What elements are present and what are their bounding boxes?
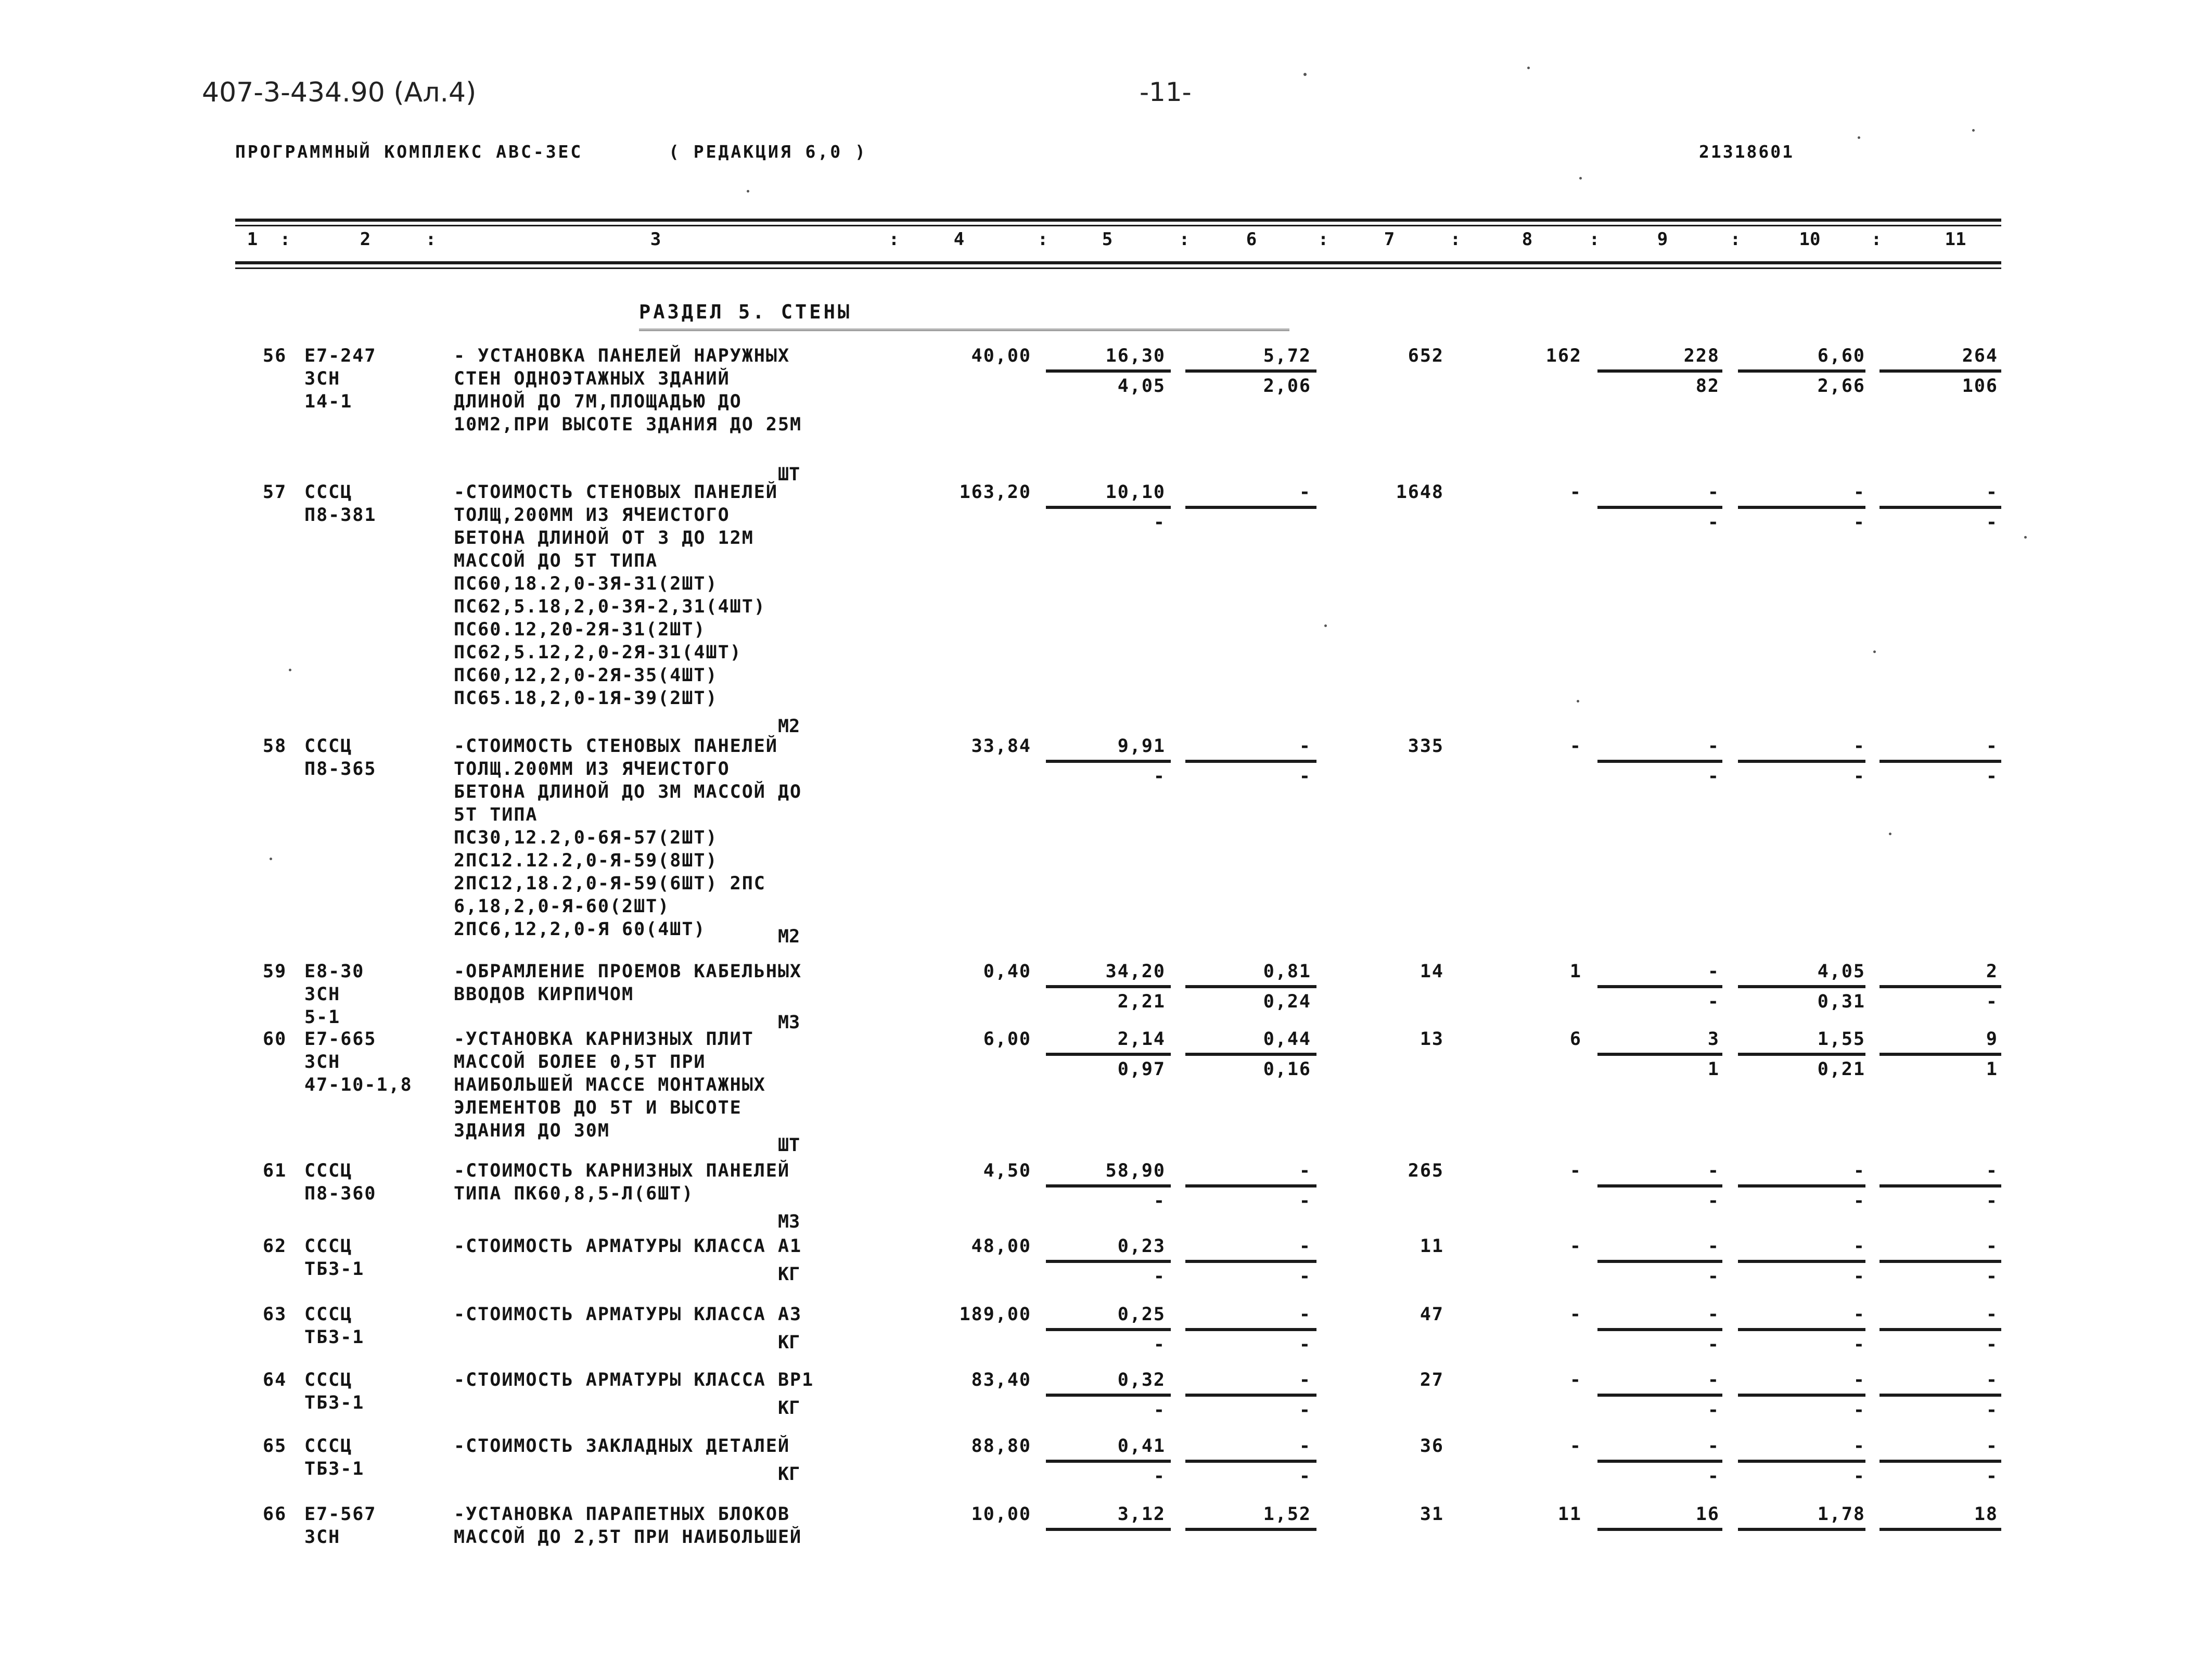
value-underline — [1597, 1260, 1722, 1263]
document-id: 21318601 — [1699, 142, 1794, 162]
value-col-6: - — [1299, 1236, 1311, 1257]
value-col-10-wage: - — [1853, 1400, 1865, 1421]
column-separator: : — [1730, 229, 1741, 250]
value-col-7: 335 — [1408, 736, 1444, 757]
scan-speck — [1324, 624, 1327, 627]
value-underline — [1879, 1184, 2001, 1187]
value-underline — [1738, 506, 1865, 509]
value-col-11: 264 — [1962, 346, 1998, 366]
column-number: 7 — [1384, 229, 1395, 250]
value-col-4: 10,00 — [971, 1504, 1031, 1525]
value-col-6: - — [1299, 1436, 1311, 1457]
column-number: 2 — [360, 229, 371, 250]
value-col-4: 48,00 — [971, 1236, 1031, 1257]
value-col-6: 0,81 — [1263, 961, 1311, 982]
value-col-9-wage: - — [1707, 1466, 1720, 1487]
value-col-9: - — [1707, 961, 1720, 982]
value-col-8: - — [1569, 1436, 1582, 1457]
value-col-6: - — [1299, 1370, 1311, 1390]
value-underline — [1046, 1528, 1171, 1531]
entry-code: Е7-247 ЗСН 14-1 — [304, 346, 377, 412]
column-separator: : — [1871, 229, 1882, 250]
entry-description: - УСТАНОВКА ПАНЕЛЕЙ НАРУЖНЫХ СТЕН ОДНОЭТАЖНЫХ ЗДАНИЙ ДЛИНОЙ ДО 7М,ПЛОЩАДЬЮ ДО 10М2,ПРИ ВЫСОТЕ ЗДАНИЯ ДО 25М — [454, 346, 802, 435]
value-underline — [1046, 760, 1171, 763]
value-underline — [1046, 1260, 1171, 1263]
value-col-5: 0,25 — [1117, 1304, 1166, 1325]
entry-unit: КГ — [778, 1464, 800, 1485]
column-number: 9 — [1657, 229, 1668, 250]
value-col-10-wage: - — [1853, 1191, 1865, 1211]
header-rule-bottom — [235, 261, 2001, 264]
value-col-6-wage: - — [1299, 1334, 1311, 1355]
entry-code: СССЦ П8-360 — [304, 1160, 377, 1204]
value-col-5: 10,10 — [1105, 482, 1166, 503]
scan-speck — [747, 190, 749, 193]
scan-speck — [270, 858, 272, 860]
value-underline — [1738, 1184, 1865, 1187]
entry-unit: М3 — [778, 1012, 800, 1033]
value-col-9: 3 — [1707, 1029, 1720, 1050]
value-col-8: - — [1569, 1236, 1582, 1257]
value-underline — [1597, 1394, 1722, 1397]
column-number: 8 — [1521, 229, 1533, 250]
entry-code: Е8-30 ЗСН 5-1 — [304, 961, 365, 1028]
value-underline — [1046, 506, 1171, 509]
scan-speck — [1889, 833, 1891, 835]
entry-number: 62 — [263, 1236, 287, 1257]
value-col-6: 1,52 — [1263, 1504, 1311, 1525]
value-col-11-wage: - — [1986, 1334, 1998, 1355]
value-underline — [1597, 1184, 1722, 1187]
page-number: -11- — [1140, 77, 1192, 107]
value-underline — [1738, 1053, 1865, 1056]
value-col-5-wage: 2,21 — [1117, 991, 1166, 1012]
value-col-4: 88,80 — [971, 1436, 1031, 1457]
value-col-11-wage: - — [1986, 991, 1998, 1012]
value-col-10-wage: - — [1853, 512, 1865, 533]
value-underline — [1046, 1460, 1171, 1463]
program-name: ПРОГРАММНЫЙ КОМПЛЕКС АВС-3ЕС — [235, 142, 583, 162]
scan-speck — [1527, 67, 1530, 69]
value-underline — [1046, 1394, 1171, 1397]
value-col-10-wage: 0,31 — [1817, 991, 1865, 1012]
entry-number: 61 — [263, 1160, 287, 1181]
value-underline — [1185, 1528, 1316, 1531]
value-underline — [1738, 1394, 1865, 1397]
value-col-5: 2,14 — [1117, 1029, 1166, 1050]
value-col-9-wage: - — [1707, 1266, 1720, 1287]
column-number: 1 — [247, 229, 258, 250]
value-col-11-wage: - — [1986, 1466, 1998, 1487]
value-col-4: 40,00 — [971, 346, 1031, 366]
value-col-8: 11 — [1557, 1504, 1582, 1525]
value-col-9-wage: - — [1707, 1191, 1720, 1211]
column-separator: : — [1318, 229, 1329, 250]
entry-unit: КГ — [778, 1264, 800, 1285]
entry-number: 63 — [263, 1304, 287, 1325]
value-col-10-wage: - — [1853, 1334, 1865, 1355]
value-underline — [1879, 506, 2001, 509]
value-underline — [1046, 985, 1171, 988]
value-col-9: 228 — [1683, 346, 1720, 366]
entry-unit: КГ — [778, 1332, 800, 1353]
value-col-7: 47 — [1420, 1304, 1444, 1325]
column-number: 4 — [953, 229, 965, 250]
section-underline — [639, 329, 1289, 331]
value-underline — [1185, 369, 1316, 373]
value-col-10: 1,78 — [1817, 1504, 1865, 1525]
value-col-8: - — [1569, 1370, 1582, 1390]
value-col-9: - — [1707, 482, 1720, 503]
value-col-11: - — [1986, 1160, 1998, 1181]
value-col-11: 2 — [1986, 961, 1998, 982]
value-underline — [1185, 1053, 1316, 1056]
scan-speck — [2024, 536, 2027, 539]
value-col-5-wage: - — [1153, 1334, 1166, 1355]
value-underline — [1185, 985, 1316, 988]
entry-code: СССЦ ТБ3-1 — [304, 1304, 365, 1348]
value-col-6-wage: 0,16 — [1263, 1059, 1311, 1080]
value-col-6-wage: - — [1299, 1191, 1311, 1211]
value-col-5-wage: - — [1153, 1466, 1166, 1487]
value-underline — [1879, 1460, 2001, 1463]
value-col-5: 9,91 — [1117, 736, 1166, 757]
value-col-11: 9 — [1986, 1029, 1998, 1050]
value-col-5: 58,90 — [1105, 1160, 1166, 1181]
column-separator: : — [1589, 229, 1600, 250]
value-underline — [1879, 1260, 2001, 1263]
value-col-9: - — [1707, 1370, 1720, 1390]
value-col-9-wage: - — [1707, 1334, 1720, 1355]
value-col-11-wage: - — [1986, 512, 1998, 533]
value-col-11: - — [1986, 482, 1998, 503]
value-col-4: 4,50 — [983, 1160, 1031, 1181]
value-underline — [1738, 1328, 1865, 1331]
value-col-11-wage: 106 — [1962, 376, 1998, 397]
value-underline — [1185, 1328, 1316, 1331]
value-col-7: 27 — [1420, 1370, 1444, 1390]
column-separator: : — [1179, 229, 1190, 250]
value-col-7: 31 — [1420, 1504, 1444, 1525]
value-col-7: 13 — [1420, 1029, 1444, 1050]
value-col-5: 0,32 — [1117, 1370, 1166, 1390]
value-col-6: - — [1299, 736, 1311, 757]
column-number-row — [235, 229, 2001, 255]
value-col-8: - — [1569, 482, 1582, 503]
value-col-10: - — [1853, 1436, 1865, 1457]
value-col-9: - — [1707, 1436, 1720, 1457]
scan-speck — [1579, 177, 1582, 180]
entry-description: -СТОИМОСТЬ СТЕНОВЫХ ПАНЕЛЕЙ ТОЛЩ,200ММ ИЗ ЯЧЕИСТОГО БЕТОНА ДЛИНОЙ ОТ 3 ДО 12М МАССОЙ ДО 5Т ТИПА ПС60,18.2,0-3Я-31(2ШТ) ПС62,5.18,2,0-3Я-2,31(4ШТ) ПС60.12,20-2Я-31(2ШТ) ПС62,5.12,2,0-2Я-31(4ШТ) ПС60,12,2,0-2Я-35(4ШТ) ПС65.18,2,0-1Я-39(2ШТ) — [454, 482, 778, 709]
column-separator: : — [1450, 229, 1461, 250]
value-col-11: - — [1986, 1304, 1998, 1325]
entry-unit: ШТ — [778, 1135, 800, 1156]
column-number: 5 — [1102, 229, 1113, 250]
entry-code: Е7-665 ЗСН 47-10-1,8 — [304, 1029, 413, 1095]
value-col-5: 0,41 — [1117, 1436, 1166, 1457]
value-col-8: - — [1569, 1160, 1582, 1181]
value-col-5-wage: - — [1153, 1191, 1166, 1211]
value-col-11-wage: - — [1986, 1400, 1998, 1421]
value-col-9: - — [1707, 1304, 1720, 1325]
value-col-11: - — [1986, 1236, 1998, 1257]
value-col-9-wage: - — [1707, 766, 1720, 787]
value-col-7: 11 — [1420, 1236, 1444, 1257]
value-underline — [1738, 760, 1865, 763]
value-col-10-wage: - — [1853, 1466, 1865, 1487]
value-underline — [1046, 369, 1171, 373]
column-separator: : — [279, 229, 291, 250]
value-col-10: 4,05 — [1817, 961, 1865, 982]
value-col-4: 189,00 — [959, 1304, 1031, 1325]
column-number: 11 — [1945, 229, 1966, 250]
value-col-10: - — [1853, 736, 1865, 757]
value-col-7: 1648 — [1396, 482, 1444, 503]
value-underline — [1597, 1460, 1722, 1463]
value-underline — [1597, 760, 1722, 763]
value-underline — [1879, 1328, 2001, 1331]
value-underline — [1738, 369, 1865, 373]
value-col-5-wage: - — [1153, 1400, 1166, 1421]
value-col-9-wage: - — [1707, 991, 1720, 1012]
doc-code: 407-3-434.90 (Ал.4) — [202, 77, 477, 108]
value-col-6-wage: 2,06 — [1263, 376, 1311, 397]
value-col-6-wage: - — [1299, 1466, 1311, 1487]
value-col-6: 0,44 — [1263, 1029, 1311, 1050]
value-col-6-wage: 0,24 — [1263, 991, 1311, 1012]
value-underline — [1185, 1260, 1316, 1263]
value-underline — [1185, 1394, 1316, 1397]
entry-unit: М2 — [778, 926, 800, 947]
value-col-9: - — [1707, 1236, 1720, 1257]
value-col-5-wage: - — [1153, 1266, 1166, 1287]
value-col-10: 6,60 — [1817, 346, 1865, 366]
value-col-7: 14 — [1420, 961, 1444, 982]
value-underline — [1879, 760, 2001, 763]
value-col-9-wage: 82 — [1695, 376, 1720, 397]
value-underline — [1046, 1328, 1171, 1331]
value-col-6: 5,72 — [1263, 346, 1311, 366]
value-col-6: - — [1299, 1160, 1311, 1181]
value-col-4: 163,20 — [959, 482, 1031, 503]
value-underline — [1597, 1528, 1722, 1531]
value-underline — [1046, 1053, 1171, 1056]
value-underline — [1185, 506, 1316, 509]
column-number: 6 — [1246, 229, 1257, 250]
value-underline — [1597, 1053, 1722, 1056]
value-col-10: - — [1853, 482, 1865, 503]
entry-number: 58 — [263, 736, 287, 757]
value-col-10: 1,55 — [1817, 1029, 1865, 1050]
entry-number: 59 — [263, 961, 287, 982]
value-col-8: - — [1569, 736, 1582, 757]
value-col-11-wage: - — [1986, 766, 1998, 787]
value-col-10-wage: 2,66 — [1817, 376, 1865, 397]
entry-unit: М2 — [778, 716, 800, 737]
value-col-5: 3,12 — [1117, 1504, 1166, 1525]
value-underline — [1738, 1460, 1865, 1463]
value-col-9: 16 — [1695, 1504, 1720, 1525]
entry-unit: КГ — [778, 1398, 800, 1419]
value-col-4: 6,00 — [983, 1029, 1031, 1050]
value-underline — [1185, 760, 1316, 763]
value-col-6-wage: - — [1299, 1400, 1311, 1421]
value-col-11: - — [1986, 736, 1998, 757]
value-underline — [1738, 1528, 1865, 1531]
column-number: 10 — [1799, 229, 1821, 250]
value-col-5-wage: 4,05 — [1117, 376, 1166, 397]
value-col-7: 265 — [1408, 1160, 1444, 1181]
value-col-11: 18 — [1974, 1504, 1998, 1525]
header-rule-bottom-thin — [235, 267, 2001, 269]
value-col-10: - — [1853, 1304, 1865, 1325]
scan-speck — [1873, 650, 1876, 653]
entry-code: СССЦ ТБ3-1 — [304, 1236, 365, 1280]
entry-description: -СТОИМОСТЬ АРМАТУРЫ КЛАССА ВР1 — [454, 1370, 814, 1390]
scan-speck — [1858, 136, 1860, 139]
value-col-11: - — [1986, 1370, 1998, 1390]
value-col-7: 36 — [1420, 1436, 1444, 1457]
value-col-7: 652 — [1408, 346, 1444, 366]
entry-description: -СТОИМОСТЬ АРМАТУРЫ КЛАССА А3 — [454, 1304, 802, 1325]
entry-code: СССЦ ТБ3-1 — [304, 1436, 365, 1479]
value-col-4: 0,40 — [983, 961, 1031, 982]
value-col-4: 83,40 — [971, 1370, 1031, 1390]
entry-unit: ШТ — [778, 464, 800, 485]
value-col-9: - — [1707, 736, 1720, 757]
entry-description: -УСТАНОВКА КАРНИЗНЫХ ПЛИТ МАССОЙ БОЛЕЕ 0,5Т ПРИ НАИБОЛЬШЕЙ МАССЕ МОНТАЖНЫХ ЭЛЕМЕНТОВ ДО 5Т И ВЫСОТЕ ЗДАНИЯ ДО 30М — [454, 1029, 766, 1141]
value-col-11-wage: - — [1986, 1266, 1998, 1287]
value-underline — [1879, 985, 2001, 988]
scan-speck — [1972, 129, 1975, 132]
value-col-5: 34,20 — [1105, 961, 1166, 982]
value-col-11: - — [1986, 1436, 1998, 1457]
entry-description: -СТОИМОСТЬ СТЕНОВЫХ ПАНЕЛЕЙ ТОЛЩ.200ММ ИЗ ЯЧЕИСТОГО БЕТОНА ДЛИНОЙ ДО 3М МАССОЙ ДО 5Т ТИПА ПС30,12.2,0-6Я-57(2ШТ) 2ПС12.12.2,0-Я-59(8ШТ) 2ПС12,18.2,0-Я-59(6ШТ) 2ПС 6,18,2,0-Я-60(2ШТ) 2ПС6,12,2,0-Я 60(4ШТ) — [454, 736, 802, 940]
value-col-11-wage: 1 — [1986, 1059, 1998, 1080]
header-rule-top — [235, 219, 2001, 222]
entry-unit: М3 — [778, 1211, 800, 1232]
value-underline — [1879, 1394, 2001, 1397]
entry-number: 56 — [263, 346, 287, 366]
entry-description: -СТОИМОСТЬ КАРНИЗНЫХ ПАНЕЛЕЙ ТИПА ПК60,8,5-Л(6ШТ) — [454, 1160, 790, 1204]
value-underline — [1879, 1528, 2001, 1531]
value-underline — [1046, 1184, 1171, 1187]
value-col-5-wage: - — [1153, 512, 1166, 533]
column-number: 3 — [650, 229, 661, 250]
value-col-10: - — [1853, 1236, 1865, 1257]
edition-label: ( РЕДАКЦИЯ 6,0 ) — [669, 142, 867, 162]
section-title: РАЗДЕЛ 5. СТЕНЫ — [639, 301, 852, 323]
entry-number: 64 — [263, 1370, 287, 1390]
value-col-6-wage: - — [1299, 1266, 1311, 1287]
value-col-10: - — [1853, 1370, 1865, 1390]
value-col-11-wage: - — [1986, 1191, 1998, 1211]
column-separator: : — [1037, 229, 1049, 250]
entry-number: 60 — [263, 1029, 287, 1050]
value-col-8: 1 — [1569, 961, 1582, 982]
entry-description: -ОБРАМЛЕНИЕ ПРОЕМОВ КАБЕЛЬНЫХ ВВОДОВ КИРПИЧОМ — [454, 961, 802, 1005]
entry-number: 65 — [263, 1436, 287, 1457]
scan-speck — [1303, 73, 1307, 76]
value-underline — [1879, 369, 2001, 373]
value-underline — [1738, 1260, 1865, 1263]
column-separator: : — [425, 229, 437, 250]
value-col-10-wage: 0,21 — [1817, 1059, 1865, 1080]
value-col-6-wage: - — [1299, 766, 1311, 787]
entry-number: 66 — [263, 1504, 287, 1525]
scan-speck — [1577, 700, 1579, 703]
header-rule-top-thin — [235, 225, 2001, 226]
value-underline — [1185, 1184, 1316, 1187]
value-col-9-wage: - — [1707, 512, 1720, 533]
entry-code: Е7-567 ЗСН — [304, 1504, 377, 1548]
value-underline — [1597, 506, 1722, 509]
value-col-6: - — [1299, 1304, 1311, 1325]
entry-code: СССЦ ТБ3-1 — [304, 1370, 365, 1413]
entry-code: СССЦ П8-381 — [304, 482, 377, 526]
entry-description: -УСТАНОВКА ПАРАПЕТНЫХ БЛОКОВ МАССОЙ ДО 2,5Т ПРИ НАИБОЛЬШЕЙ — [454, 1504, 802, 1548]
entry-code: СССЦ П8-365 — [304, 736, 377, 780]
value-col-8: 6 — [1569, 1029, 1582, 1050]
value-col-10-wage: - — [1853, 766, 1865, 787]
value-col-8: - — [1569, 1304, 1582, 1325]
value-underline — [1879, 1053, 2001, 1056]
value-underline — [1185, 1460, 1316, 1463]
value-col-6: - — [1299, 482, 1311, 503]
value-col-5: 16,30 — [1105, 346, 1166, 366]
value-underline — [1738, 985, 1865, 988]
value-col-10: - — [1853, 1160, 1865, 1181]
entry-description: -СТОИМОСТЬ АРМАТУРЫ КЛАССА А1 — [454, 1236, 802, 1257]
entry-description: -СТОИМОСТЬ ЗАКЛАДНЫХ ДЕТАЛЕЙ — [454, 1436, 790, 1457]
value-col-5-wage: 0,97 — [1117, 1059, 1166, 1080]
value-col-9: - — [1707, 1160, 1720, 1181]
value-underline — [1597, 369, 1722, 373]
value-col-5: 0,23 — [1117, 1236, 1166, 1257]
value-underline — [1597, 1328, 1722, 1331]
value-col-5-wage: - — [1153, 766, 1166, 787]
value-col-4: 33,84 — [971, 736, 1031, 757]
scan-speck — [289, 669, 291, 671]
value-col-8: 162 — [1545, 346, 1582, 366]
value-col-9-wage: - — [1707, 1400, 1720, 1421]
column-separator: : — [888, 229, 900, 250]
value-col-9-wage: 1 — [1707, 1059, 1720, 1080]
value-underline — [1597, 985, 1722, 988]
entry-number: 57 — [263, 482, 287, 503]
value-col-10-wage: - — [1853, 1266, 1865, 1287]
